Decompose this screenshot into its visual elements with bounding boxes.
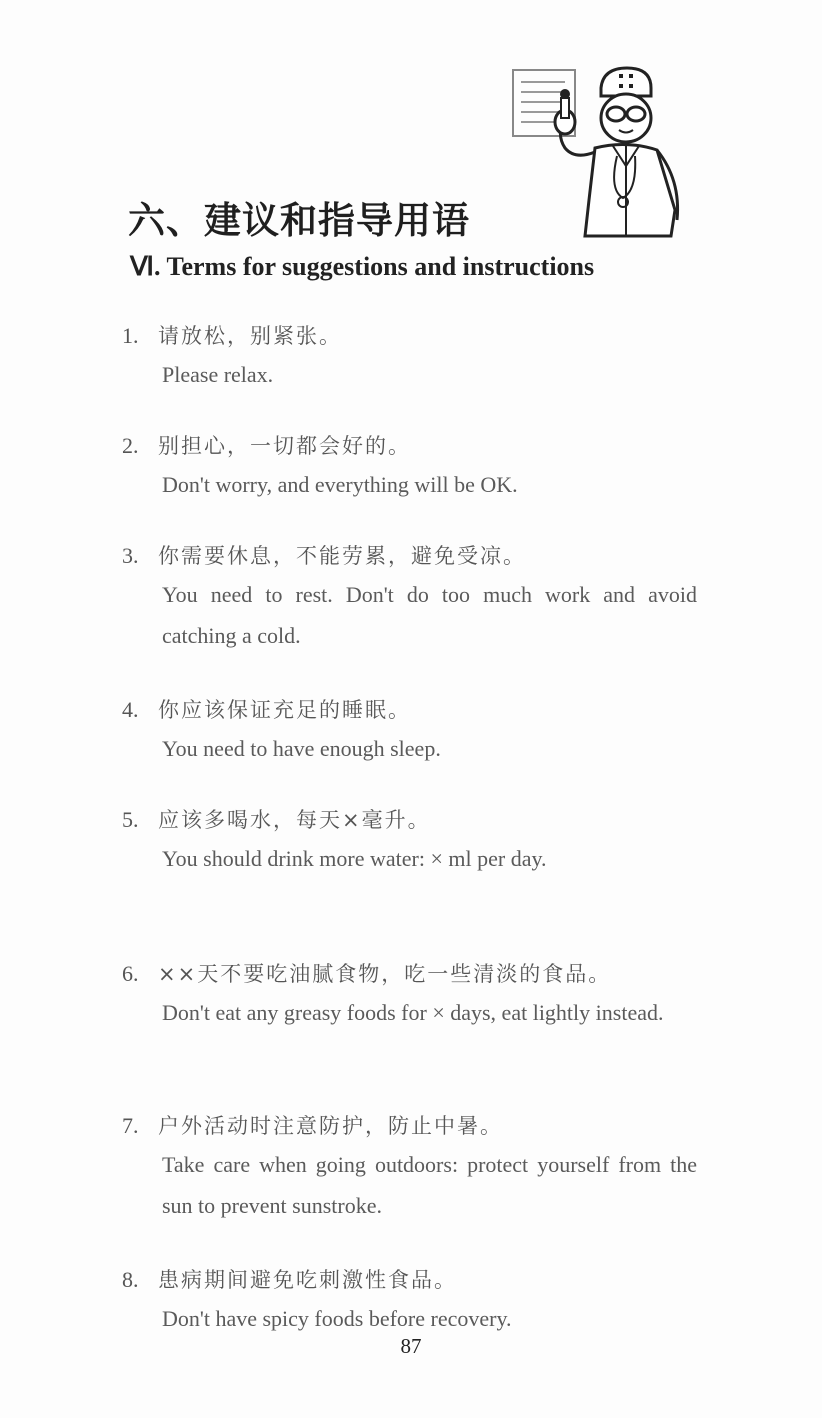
phrase-cn: 请放松，别紧张。 (158, 324, 342, 348)
page-number: 87 (400, 1334, 422, 1358)
phrase-en: Please relax. (162, 362, 274, 387)
phrase-item (122, 428, 697, 505)
phrase-en: You need to rest. Don't do too much work and avoid catching a cold. (162, 582, 697, 648)
phrase-en: Take care when going outdoors: protect yourself from the sun to prevent sunstroke. (162, 1152, 697, 1218)
item-number: 7. (122, 1113, 139, 1138)
doctor-illustration-icon (505, 60, 695, 240)
section-title-cn: 六、建议和指导用语 (128, 199, 470, 242)
phrase-en: You should drink more water: × ml per day. (162, 846, 547, 871)
item-number: 1. (122, 323, 139, 348)
phrase-cn: 应该多喝水，每天×毫升。 (158, 808, 431, 832)
phrase-cn: 户外活动时注意防护，防止中暑。 (158, 1114, 503, 1138)
phrase-cn: ××天不要吃油腻食物，吃一些清淡的食品。 (158, 962, 612, 986)
phrase-en: You need to have enough sleep. (162, 736, 441, 761)
phrase-item (122, 802, 697, 879)
item-number: 8. (122, 1267, 139, 1292)
phrase-cn: 别担心，一切都会好的。 (158, 434, 411, 458)
phrase-item (122, 1108, 697, 1226)
phrase-item (122, 692, 697, 769)
item-number: 6. (122, 961, 139, 986)
phrase-cn: 患病期间避免吃刺激性食品。 (158, 1268, 457, 1292)
item-number: 5. (122, 807, 139, 832)
section-title-en: Ⅵ. Terms for suggestions and instructions (130, 252, 595, 281)
phrase-item (122, 956, 697, 1033)
item-number: 4. (122, 697, 139, 722)
phrase-cn: 你应该保证充足的睡眠。 (158, 698, 411, 722)
phrase-item (122, 318, 697, 395)
phrase-en: Don't worry, and everything will be OK. (162, 472, 518, 497)
phrase-item (122, 538, 697, 656)
item-number: 3. (122, 543, 139, 568)
phrase-en: Don't eat any greasy foods for × days, eat lightly instead. (162, 1000, 664, 1025)
item-number: 2. (122, 433, 139, 458)
phrase-cn: 你需要休息，不能劳累，避免受凉。 (158, 544, 526, 568)
phrase-item (122, 1262, 697, 1339)
phrase-en: Don't have spicy foods before recovery. (162, 1306, 512, 1331)
